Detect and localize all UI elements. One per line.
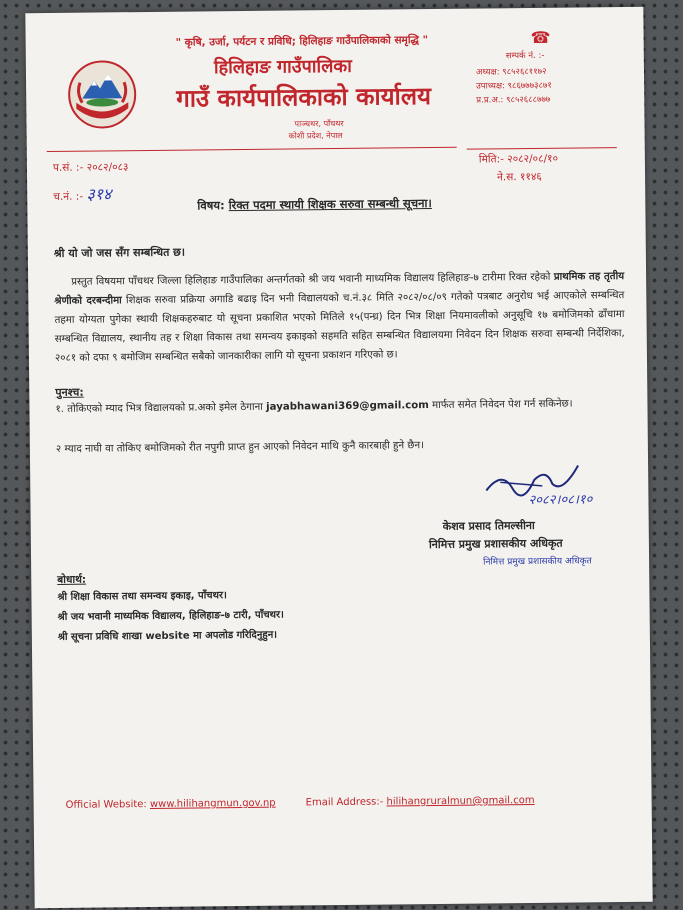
contact-vice-phone: ९८६७७७३८७१ [507,80,552,92]
dispatch-number [53,182,111,205]
postscript-item1-a: १. तोकिएको म्याद भित्र विद्यालयको प्र.अको इमेल ठेगाना [55,401,267,415]
salutation: श्री यो जो जस सँग सम्बन्धित छ। [53,245,186,260]
subject-text: रिक्त पदमा स्थायी शिक्षक सरुवा सम्बन्धी सूचना। [228,196,432,213]
letter-date-value: २०८२/०८/१० [507,152,559,166]
cc-item: श्री जय भवानी माध्यमिक विद्यालय, हिलिहाङ-७ टारी, पाँचथर। [57,609,284,623]
postscript-title: पुनश्च: [55,385,84,399]
letterhead-motto: " कृषि, उर्जा, पर्यटन र प्रविधि; हिलिहाङ गाउँपालिकाको समृद्धि " [175,34,429,49]
letter-number-label: प.सं. :- [52,161,84,174]
postscript-item-2: २ म्याद नाघी वा तोकिए बमोजिमको रीत नपुगी प्राप्त हुन आएको निवेदन माथि कुनै कारबाही हुने छैन। [55,440,425,455]
footer-email-link[interactable]: hilihangruralmun@gmail.com [386,794,535,808]
contact-chair [476,66,547,78]
notice-document [25,7,652,908]
cc-item: श्री सूचना प्रविधि शाखा website मा अपलोड गरिदिनुहुन। [57,629,278,643]
cc-title: बोधार्थ: [57,573,87,586]
signatory-title: निमित्त प्रमुख प्रशासकीय अधिकृत [428,536,563,552]
footer-website [66,798,276,811]
letterhead-divider [47,147,457,152]
gaupalika-name: हिलिहाङ गाउँपालिका [213,55,352,79]
subject-label: विषय: [197,198,225,213]
contact-vice [476,80,552,92]
contact-vice-label: उपाध्यक्ष: [476,81,505,92]
contact-cao-label: प्र.प्र.अ.: [476,95,504,106]
footer-email [306,795,535,808]
postscript-email[interactable]: jayabhawani369@gmail.com [266,400,429,413]
contact-cao [476,94,550,106]
office-province: कोशी प्रदेश, नेपाल [288,130,343,141]
body-bold: प्राथमिक तह तृतीय श्रेणीको दरबन्दीमा [54,271,625,307]
body-part1: प्रस्तुत विषयमा पाँचथर जिल्ला हिलिहाङ गाउँपालिका अन्तर्गतको श्री जय भवानी माध्यमिक विद्यालय हिलिहाङ-७ टारीमा रिक्त रहेको [71,271,554,288]
letter-number-value: २०८२/०८३ [86,161,129,174]
contact-chair-phone: ९८५२६८११७२ [502,66,547,78]
dispatch-number-value: ३१४ [86,184,112,204]
letter-number [53,160,129,175]
date-divider [467,147,617,150]
postscript-item1-b: मार्फत समेत निवेदन पेश गर्न सकिनेछ। [428,398,573,412]
nepal-sambat: ने.स. ११४६ [497,170,542,184]
letter-date-label: मिति:- [478,153,504,166]
signatory-stamp: निमित्त प्रमुख प्रशासकीय अधिकृत [483,556,592,568]
body-part2: शिक्षक सरुवा प्रक्रिया अगाडि बढाइ दिन भनी विद्यालयको च.नं.३८ मिति २०८२/०८/०९ गतेको पत्रबाट अनुरोध भई आएकोले सम्बन्धित तहमा योग्यता पुगेका स्थायी शिक्षकहरुबाट यो सूचना प्रकाशित भएको मितिले १५(पन्ध्र) दिन भित्र शिक्षा नियमावलीको अनुसूचि १७ बमोजिमको ढाँचामा सम्बन्धित विद्यालय, स्थानीय तह र शिक्षा विकास तथा समन्वय इकाइको सहमति सहित सम्बन्धित विद्यालयमा निवेदन दिन शिक्षक सरुवा सम्बन्धी निर्देशिका, २०८१ को दफा ९ बमोजिम सम्बन्धित सबैको जानकारीका लागि यो सूचना प्रकाशन गरिएको छ। [54,290,625,364]
dispatch-number-label: च.नं. :- [53,190,84,203]
footer-website-link[interactable]: www.hilihangmun.gov.np [149,797,276,810]
contact-cao-phone: ९८५२६८८७७७ [506,94,551,106]
signature-date: २०८२।०८।१० [528,492,593,509]
letter-date [479,152,558,167]
office-district: पाञ्चथर, पाँचथर [294,118,344,129]
contact-chair-label: अध्यक्ष: [475,67,500,78]
postscript-item-1 [55,395,615,419]
subject-line [197,196,432,213]
footer-website-label: Official Website: [65,799,147,811]
cc-item: श्री शिक्षा विकास तथा समन्वय इकाइ, पाँचथर। [57,590,227,603]
nepal-emblem-logo [66,58,139,131]
notice-body [54,267,625,368]
footer-email-label: Email Address:- [305,796,384,809]
signatory-name: केशव प्रसाद तिमल्सीना [442,518,535,533]
office-name: गाउँ कार्यपालिकाको कार्यालय [176,82,432,113]
telephone-icon: ☎ [530,27,551,47]
contact-heading: सम्पर्क नं. :- [505,50,545,62]
